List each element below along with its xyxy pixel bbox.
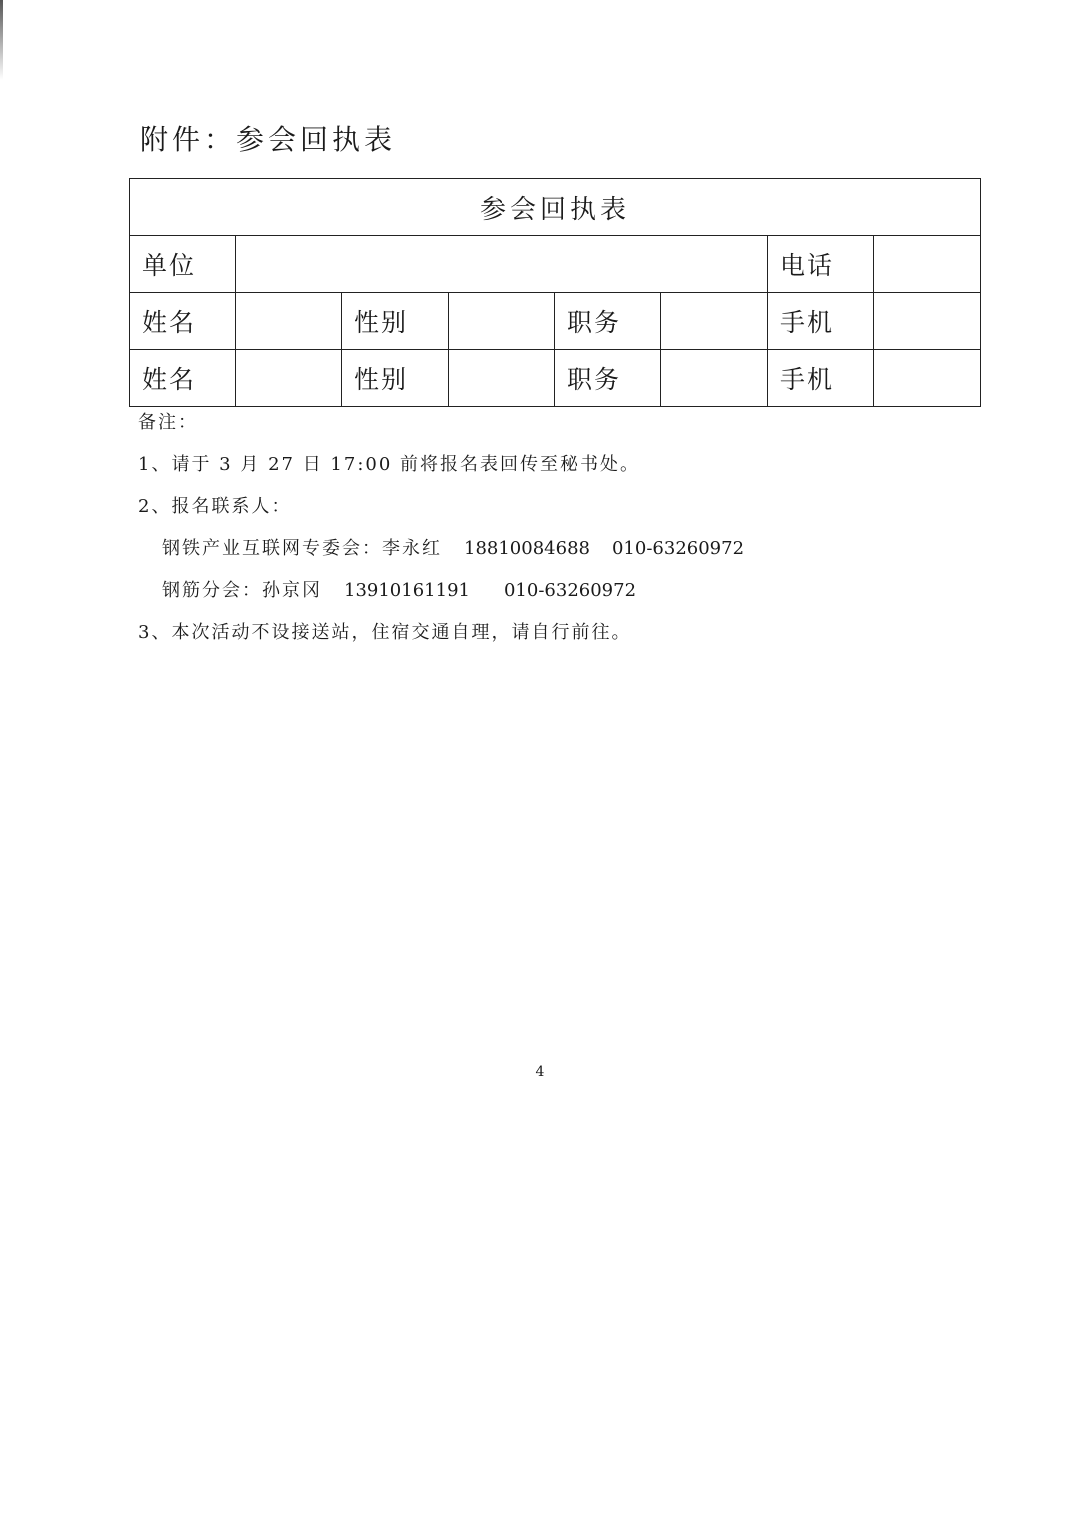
attachment-title: 附件：参会回执表 <box>140 123 397 156</box>
contact-2-mobile: 13910161191 <box>344 580 470 601</box>
contact-1-phone: 010-63260972 <box>611 538 745 559</box>
position-label: 职务 <box>555 293 661 350</box>
contact-line-1 <box>138 536 1038 578</box>
position-label: 职务 <box>555 350 661 407</box>
contact-1-label: 钢铁产业互联网专委会：李永红 <box>162 538 442 559</box>
name-field[interactable] <box>236 350 342 407</box>
name-label: 姓名 <box>130 293 236 350</box>
scan-edge-mark <box>0 0 3 80</box>
page-number: 4 <box>535 1064 545 1080</box>
notes-section <box>138 410 1038 662</box>
mobile-field[interactable] <box>874 293 981 350</box>
gender-label: 性别 <box>342 350 449 407</box>
attendee-row <box>130 350 981 407</box>
note-item-3: 3、本次活动不设接送站，住宿交通自理，请自行前往。 <box>138 622 632 643</box>
note-item-2: 2、报名联系人： <box>138 496 292 517</box>
contact-2-label: 钢筋分会：孙京冈 <box>162 580 322 601</box>
position-field[interactable] <box>661 350 768 407</box>
phone-label: 电话 <box>768 236 874 293</box>
gender-field[interactable] <box>449 350 555 407</box>
gender-field[interactable] <box>449 293 555 350</box>
name-field[interactable] <box>236 293 342 350</box>
receipt-form-table <box>129 178 981 407</box>
unit-row <box>130 236 981 293</box>
contact-1-mobile: 18810084688 <box>464 538 590 559</box>
attendee-row <box>130 293 981 350</box>
mobile-label: 手机 <box>768 350 874 407</box>
form-title-row <box>130 179 981 236</box>
unit-label: 单位 <box>130 236 236 293</box>
unit-field[interactable] <box>236 236 768 293</box>
contact-2-phone: 010-63260972 <box>503 580 637 601</box>
gender-label: 性别 <box>342 293 449 350</box>
notes-heading: 备注： <box>138 412 198 433</box>
position-field[interactable] <box>661 293 768 350</box>
phone-field[interactable] <box>874 236 981 293</box>
mobile-label: 手机 <box>768 293 874 350</box>
name-label: 姓名 <box>130 350 236 407</box>
note-item-1: 1、请于 3 月 27 日 17:00 前将报名表回传至秘书处。 <box>138 454 641 475</box>
mobile-field[interactable] <box>874 350 981 407</box>
contact-line-2 <box>138 578 1038 620</box>
form-title: 参会回执表 <box>130 179 981 236</box>
